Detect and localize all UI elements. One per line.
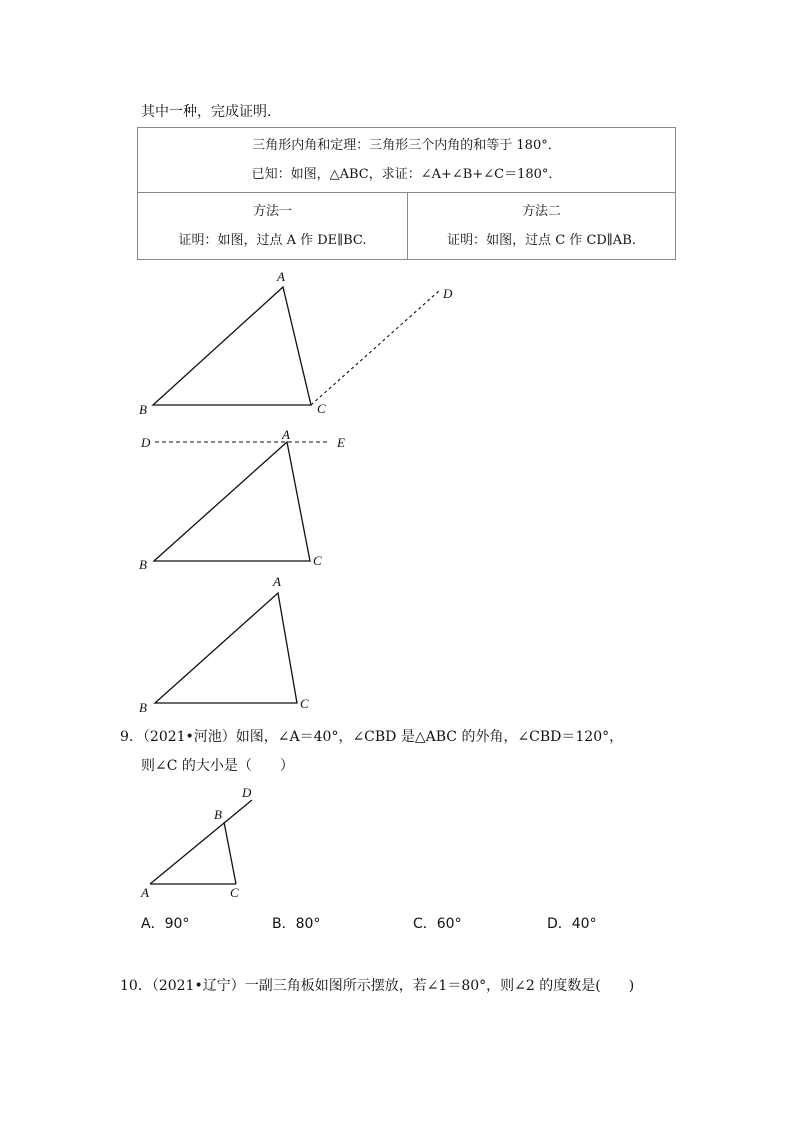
method2-title: 方法二 [521, 204, 561, 219]
fig2-label-d: D [141, 435, 151, 450]
fig3-label-a: A [273, 574, 281, 589]
line-bc [224, 822, 236, 884]
method1-text: 证明：如图，过点 A 作 DE∥BC. [178, 233, 367, 248]
figure3-triangle [139, 574, 309, 715]
fig1-label-a: A [277, 269, 285, 284]
fig3-label-b: B [139, 700, 147, 715]
theorem-line: 三角形内角和定理：三角形三个内角的和等于 180°． [252, 138, 561, 153]
fig2-label-b: B [139, 557, 147, 572]
q9-label-c: C [230, 885, 239, 900]
q10-text: 10．（2021•辽宁）一副三角板如图所示摆放，若∠1＝80°，则∠2 的度数是( ) [120, 978, 635, 994]
q9-figure [140, 785, 252, 900]
q9-label-a: A [141, 885, 149, 900]
triangle-abc-3 [155, 593, 297, 703]
q9-option-a: A．90° [141, 916, 190, 932]
given-line: 已知：如图，△ABC，求证：∠A+∠B+∠C＝180°． [251, 167, 562, 182]
fig1-label-c: C [317, 401, 326, 416]
fig2-label-c: C [313, 553, 322, 568]
q9-label-b: B [214, 807, 222, 822]
q9-label-d: D [242, 785, 252, 800]
fig2-label-e: E [337, 435, 345, 450]
intro-text: 其中一种，完成证明. [141, 104, 272, 120]
triangle-abc-1 [153, 287, 311, 405]
fig2-label-a: A [282, 427, 290, 442]
triangle-abc-2 [154, 442, 310, 561]
q9-line2: 则∠C 的大小是（ ） [141, 758, 294, 774]
figure2-triangle [139, 427, 345, 572]
line-ad [150, 800, 252, 884]
dashed-line-cd [311, 290, 440, 405]
method1-title: 方法一 [252, 204, 292, 219]
q9-option-d: D．40° [547, 916, 597, 932]
method2-text: 证明：如图，过点 C 作 CD∥AB. [447, 233, 636, 248]
fig1-label-d: D [443, 286, 453, 301]
figure1-triangle [139, 269, 453, 417]
fig1-label-b: B [139, 402, 147, 417]
q9-option-b: B．80° [272, 916, 321, 932]
q9-line1: 9．（2021•河池）如图，∠A＝40°，∠CBD 是△ABC 的外角，∠CBD＝120°， [120, 729, 624, 745]
fig3-label-c: C [300, 696, 309, 711]
q9-option-c: C．60° [413, 916, 462, 932]
